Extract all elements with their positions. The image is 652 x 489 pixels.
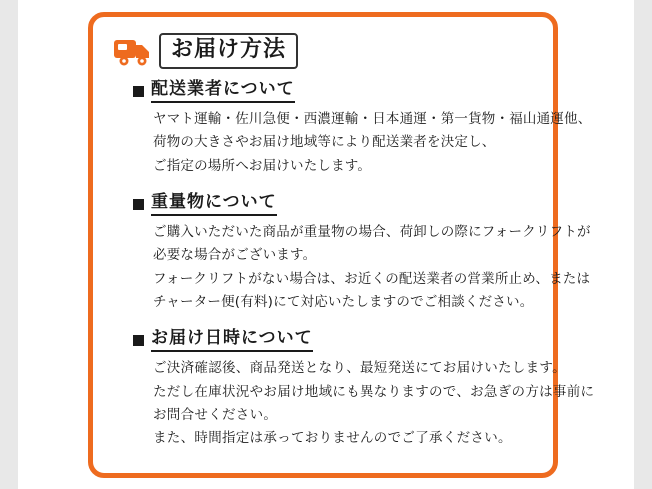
- section-heavy-goods-body: [115, 221, 591, 314]
- delivery-truck-icon: [113, 34, 151, 68]
- section-delivery-date-body: [115, 357, 595, 450]
- body-line: ご購入いただいた商品が重量物の場合、荷卸しの際にフォークリフトが: [153, 224, 591, 241]
- bullet-square-icon: [133, 335, 144, 346]
- section-heavy-goods-title: 重量物について: [151, 192, 277, 216]
- delivery-info-card: [88, 12, 595, 478]
- bullet-square-icon: [133, 199, 144, 210]
- card-title-box: [159, 33, 298, 69]
- section-delivery-date-title: お届け日時について: [151, 328, 313, 352]
- body-line: ヤマト運輸・佐川急便・西濃運輸・日本通運・第一貨物・福山通運他、: [153, 111, 592, 128]
- body-line: フォークリフトがない場合は、お近くの配送業者の営業所止め、または: [153, 270, 591, 287]
- body-line: 荷物の大きさやお届け地域等により配送業者を決定し、: [153, 134, 496, 151]
- section-heavy-goods-header: [115, 192, 537, 216]
- card-content: [115, 79, 595, 464]
- card-header: [113, 33, 298, 69]
- body-line: お問合せください。: [153, 406, 278, 423]
- section-carrier-title: 配送業者について: [151, 79, 295, 103]
- section-delivery-date-header: [115, 328, 537, 352]
- body-line: チャーター便(有料)にて対応いたしますのでご相談ください。: [153, 293, 534, 310]
- body-line: また、時間指定は承っておりませんのでご了承ください。: [153, 429, 512, 446]
- section-heavy-goods: [115, 191, 591, 314]
- body-line: ご決済確認後、商品発送となり、最短発送にてお届けいたします。: [153, 360, 566, 377]
- section-delivery-date: [115, 328, 595, 450]
- body-line: 必要な場合がございます。: [153, 247, 317, 264]
- body-line: ただし在庫状況やお届け地域にも異なりますので、お急ぎの方は事前に: [153, 383, 595, 400]
- section-carrier: [115, 79, 592, 178]
- section-carrier-header: [115, 79, 537, 103]
- left-margin-bar: [0, 0, 18, 489]
- page-title: お届け方法: [171, 37, 287, 62]
- body-line: ご指定の場所へお届けいたします。: [153, 157, 372, 174]
- section-carrier-body: [115, 108, 592, 178]
- bullet-square-icon: [133, 86, 144, 97]
- right-margin-bar: [634, 0, 652, 489]
